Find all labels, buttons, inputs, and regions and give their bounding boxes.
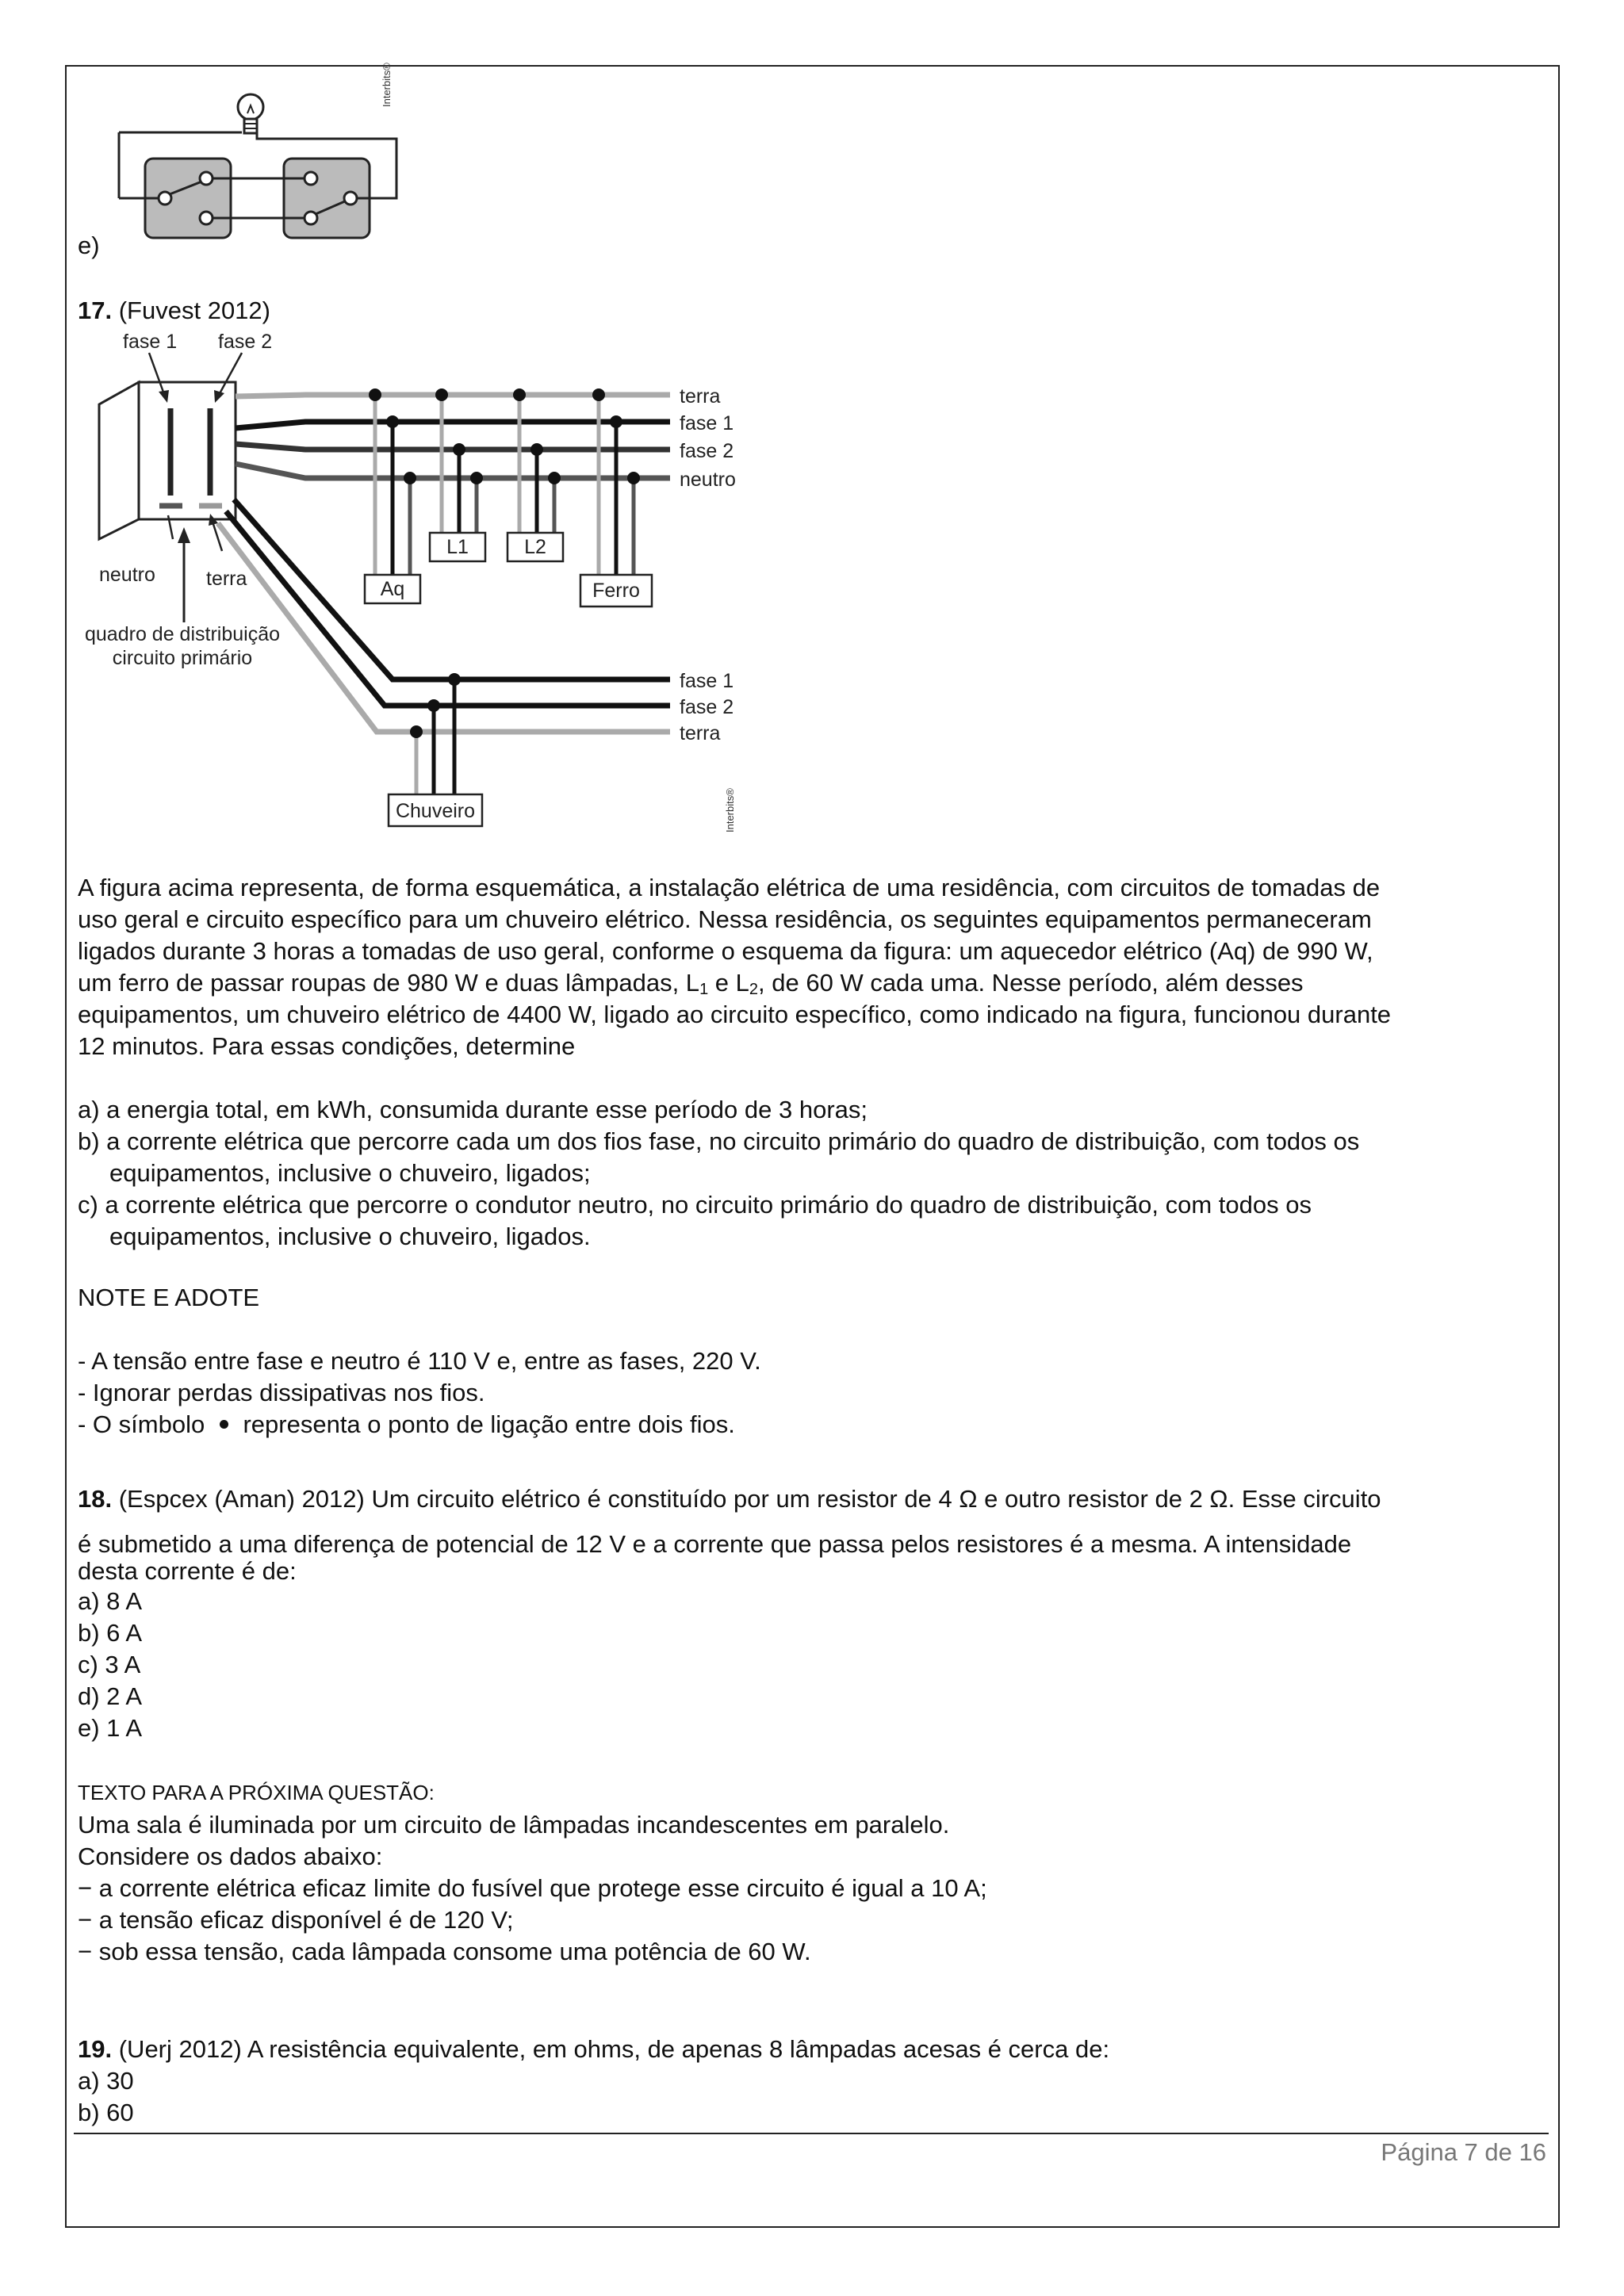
panel-caption-1: quadro de distribuição (85, 623, 280, 645)
option-b: b) 6 A (78, 1619, 142, 1647)
distribution-panel-door (99, 382, 139, 539)
q18-options (78, 1586, 142, 1744)
question-19 (78, 2034, 1109, 2129)
question-number-dot: . (105, 297, 113, 324)
lower-label-fase1: fase 1 (680, 670, 734, 692)
electrical-installation-diagram (75, 325, 765, 840)
q17-items (78, 1094, 1359, 1253)
box-l1-label: L1 (446, 536, 469, 558)
box-aq-label: Aq (380, 578, 405, 600)
label-fase1-top: fase 1 (123, 331, 178, 353)
junction-dot-icon (220, 1420, 228, 1429)
question-18 (78, 1476, 1381, 1567)
context-text (78, 1809, 987, 1968)
page-number: Página 7 de 16 (1381, 2138, 1546, 2166)
label-neutro: neutro (99, 564, 155, 586)
paragraph-line: equipamentos, um chuveiro elétrico de 4400 W, ligado ao circuito específico, como indicado na figura, funcionou durante (78, 1001, 1392, 1028)
context-line: Uma sala é iluminada por um circuito de lâmpadas incandescentes em paralelo. (78, 1811, 950, 1839)
note-item: - O símbolo representa o ponto de ligação entre dois fios. (78, 1410, 735, 1438)
footer-divider (74, 2133, 1549, 2134)
note-item: - Ignorar perdas dissipativas nos fios. (78, 1379, 485, 1406)
upper-label-fase2: fase 2 (680, 440, 734, 462)
option-e-label: e) (78, 232, 100, 259)
lower-label-terra: terra (680, 722, 721, 744)
upper-label-fase1: fase 1 (680, 412, 734, 434)
item-b: b) a corrente elétrica que percorre cada um dos fios fase, no circuito primário do quadro de distribuição, com todos os (78, 1127, 1360, 1155)
upper-label-neutro: neutro (680, 469, 736, 491)
note-list (78, 1345, 761, 1441)
upper-fase2-wire (236, 444, 670, 450)
label-fase2-top: fase 2 (218, 331, 273, 353)
box-chuveiro-label: Chuveiro (395, 800, 476, 822)
question-number: 17 (78, 297, 105, 324)
option-e: e) 1 A (78, 1714, 142, 1742)
context-line: − a corrente elétrica eficaz limite do fusível que protege esse circuito é igual a 10 A; (78, 1874, 987, 1902)
note-item: - A tensão entre fase e neutro é 110 V e, entre as fases, 220 V. (78, 1347, 761, 1375)
item-c: c) a corrente elétrica que percorre o condutor neutro, no circuito primário do quadro de distribuição, com todos os (78, 1191, 1312, 1219)
diagram-credit: Interbits® (724, 788, 736, 832)
option-c: c) 3 A (78, 1651, 141, 1678)
label-terra: terra (206, 568, 247, 590)
upper-neutro-wire (236, 464, 670, 478)
paragraph-line: um ferro de passar roupas de 980 W e duas lâmpadas, $L_1$ e $L_2$, de 60 W cada uma. Nesse período, além desses (78, 969, 1304, 998)
q17-paragraph (78, 872, 1391, 1062)
q19-option-b: b) 60 (78, 2099, 134, 2126)
upper-fase1-wire (236, 422, 670, 428)
note-title: NOTE E ADOTE (78, 1284, 260, 1311)
q18-line-3: desta corrente é de: (78, 1557, 297, 1585)
context-line: − sob essa tensão, cada lâmpada consome uma potência de 60 W. (78, 1938, 811, 1965)
item-c-cont: equipamentos, inclusive o chuveiro, ligados. (109, 1223, 591, 1250)
box-ferro-label: Ferro (592, 580, 640, 602)
q18-line-1: 18. (Espcex (Aman) 2012) Um circuito elétrico é constituído por um resistor de 4 Ω e outro resistor de 2 Ω. Esse circuito (78, 1485, 1381, 1513)
paragraph-line: ligados durante 3 horas a tomadas de uso geral, conforme o esquema da figura: um aquecedor elétrico (Aq) de 990 W, (78, 937, 1373, 965)
lightbulb-icon (238, 94, 263, 133)
q19-option-a: a) 30 (78, 2067, 134, 2095)
credit-label: Interbits® (381, 63, 393, 107)
option-a: a) 8 A (78, 1587, 142, 1615)
context-line: − a tensão eficaz disponível é de 120 V; (78, 1906, 514, 1934)
upper-label-terra: terra (680, 385, 721, 408)
box-l2-label: L2 (524, 536, 546, 558)
q19-line-1: 19. (Uerj 2012) A resistência equivalente, em ohms, de apenas 8 lâmpadas acesas é cerca de: (78, 2035, 1110, 2063)
paragraph-line: uso geral e circuito específico para um chuveiro elétrico. Nessa residência, os seguintes equipamentos permaneceram (78, 905, 1372, 933)
paragraph-line: 12 minutos. Para essas condições, determine (78, 1032, 576, 1060)
context-line: Considere os dados abaixo: (78, 1843, 383, 1870)
item-b-cont: equipamentos, inclusive o chuveiro, ligados; (109, 1159, 591, 1187)
lower-label-fase2: fase 2 (680, 696, 734, 718)
item-a: a) a energia total, em kWh, consumida durante esse período de 3 horas; (78, 1096, 868, 1123)
distribution-panel (139, 382, 236, 519)
option-d: d) 2 A (78, 1682, 142, 1710)
q18-line-2: é submetido a uma diferença de potencial de 12 V e a corrente que passa pelos resistores é a mesma. A intensidade (78, 1530, 1352, 1558)
question-17-header (78, 295, 270, 327)
context-heading: TEXTO PARA A PRÓXIMA QUESTÃO: (78, 1781, 435, 1804)
paragraph-line: A figura acima representa, de forma esquemática, a instalação elétrica de uma residência, com circuitos de tomadas de (78, 874, 1381, 901)
question-source: (Fuvest 2012) (118, 297, 270, 324)
panel-caption-2: circuito primário (112, 647, 253, 669)
